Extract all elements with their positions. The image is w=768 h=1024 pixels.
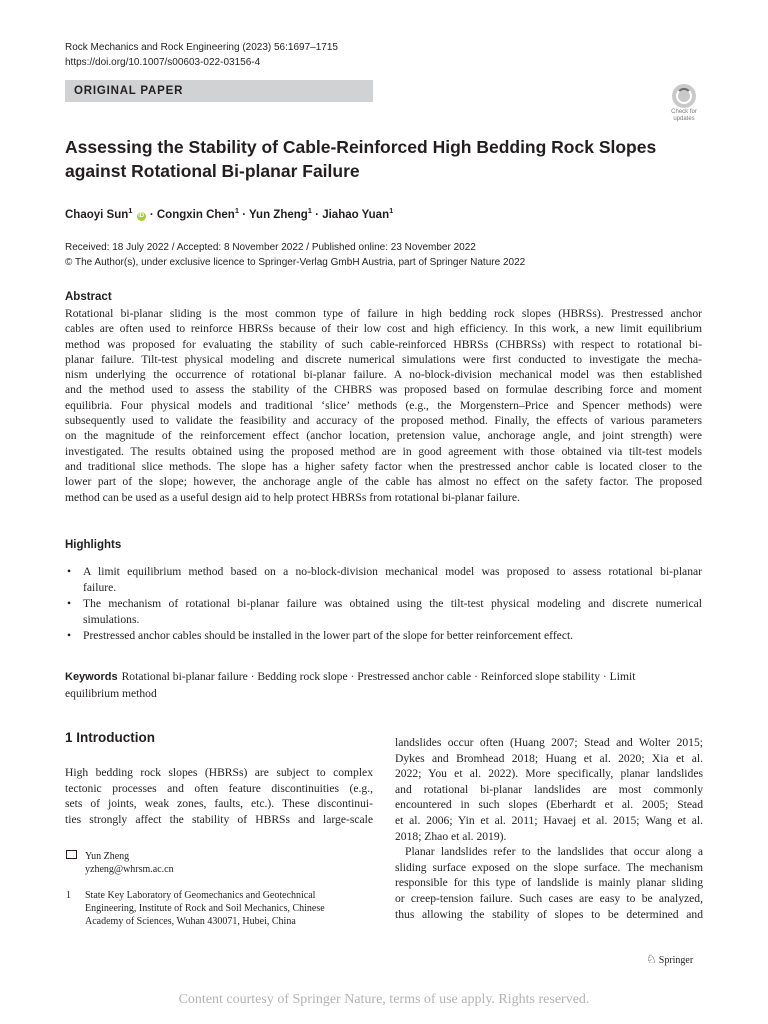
copyright-line: © The Author(s), under exclusive licence to Springer-Verlag GmbH Austria, part of Springer Nature 2022 [65,257,526,268]
keywords-text: Rotational bi-planar failure · Bedding rock slope · Prestressed anchor cable · Reinforced slope stability · Limit [121,670,636,683]
email-link[interactable]: yzheng@whrsm.ac.cn [85,864,174,875]
paper-type-bar: ORIGINAL PAPER [65,80,373,102]
affiliation: 1 State Key Laboratory of Geomechanics and Geotechnical Engineering, Institute of Rock and Soil Mechanics, Chinese Academy of Sciences, Wuhan 430071, Hubei, China [66,890,325,927]
bullet-icon: • [67,565,72,578]
springer-horse-icon: ♘ [646,952,657,966]
author-list: Chaoyi Sun$^1$ iD · Congxin Chen$^1$ · Yun Zheng$^1$ · Jiahao Yuan$^1$ [65,206,394,221]
bullet-icon: • [67,597,72,610]
body-column-left: High bedding rock slopes (HBRSs) are subject to complex tectonic processes and often feature discontinuities (e.g., sets of joints, weak zones, faults, etc.). These discontinui- ties strongly affect the stability of HBRSs and large-scale [65,766,373,826]
corresponding-author: Yun Zheng yzheng@whrsm.ac.cn [65,850,373,876]
abstract-heading: Abstract [65,291,112,303]
crossmark-badge[interactable]: Check for updates [662,84,706,124]
author-name[interactable]: Jiahao Yuan [322,208,390,221]
keywords-label: Keywords [65,671,118,683]
article-title: Assessing the Stability of Cable-Reinforced High Bedding Rock Slopes against Rotational Bi-planar Failure [65,137,657,181]
bullet-icon: • [67,629,72,642]
author-name[interactable]: Yun Zheng [249,208,308,221]
publication-dates [65,240,525,270]
highlights-list [65,564,702,645]
author-name[interactable]: Congxin Chen [156,208,235,221]
body-column-right: landslides occur often (Huang 2007; Stead and Wolter 2015; Dykes and Bromhead 2018; Huang et al. 2020; Xia et al. 2022; You et al. 2022). More specifically, planar landslides and rotational bi-planar landslides are most commonly encountered in such slopes (Eberhardt et al. 2005; Stead et al. 2006; Yin et al. 2011; Havaej et al. 2015; Wang et al. 2018; Zhao et al. 2019). Planar landslides refer to the landslides that occur along a sliding surface exposed on the slope surface. The mechanism responsible for this type of landslide is mainly planar sliding or creep-tension failure. Such cases are easy to be analyzed, thus allowing the stability of slopes to be determined and [395,736,703,921]
list-item: • Prestressed anchor cables should be installed in the lower part of the slope for better reinforcement effect. [67,629,574,642]
orcid-icon[interactable]: iD [138,212,145,219]
list-item: • A limit equilibrium method based on a no-block-division mechanical model was proposed to assess rotational bi-planar failure. [67,565,702,594]
envelope-icon [66,850,77,859]
courtesy-notice: Content courtesy of Springer Nature, terms of use apply. Rights reserved. [178,992,590,1007]
footnote [65,850,373,928]
section-heading-introduction: 1 Introduction [65,730,155,745]
abstract-body: Rotational bi-planar sliding is the most common type of failure in high bedding rock slopes (HBRSs). Prestressed anchor cables are often used to reinforce HBRSs because of their low cost and high efficiency. In this work, a new limit equilibrium method was proposed for evaluating the stability of such cable-reinforced HBRSs (CHBRSs) with respect to rotational bi- planar failure. Tilt-test physical modeling and discrete numerical simulations were first conducted to investigate the mecha- nism underlying the occurrence of rotational bi-planar failure. A no-block-division mechanical model was then established and the method used to assess the stability of the CHBRS was proposed based on formulae describing force and moment equilibria. Four physical models and traditional ‘slice’ methods (e.g., the Morgenstern–Price and Spencer methods) were subsequently used to validate the feasibility and accuracy of the proposed method. Finally, the effects of various parameters on the magnitude of the reinforcement effect (anchor location, pretension value, anchorage angle, and joint strength) were investigated. The results obtained using the proposed method are in good agreement with those obtained via tilt-test models and traditional slice methods. The slope has a higher safety factor when the prestressed anchor cable is located closer to the lower part of the slope; however, the anchorage angle of the cable has almost no effect on the safety factor. The proposed method can be used as a useful design aid to help protect HBRSs from rotational bi-planar failure. [65,307,702,504]
date-history: Received: 18 July 2022 / Accepted: 8 November 2022 / Published online: 23 November 2022 [65,242,476,253]
keywords-block: Keywords Rotational bi-planar failure · Bedding rock slope · Prestressed anchor cable · Reinforced slope stability · Limit equilibrium method [65,670,636,700]
list-item: • The mechanism of rotational bi-planar failure was obtained using the tilt-test physical modeling and discrete numerical simulations. [67,597,702,626]
journal-header [65,40,338,70]
doi-link[interactable]: https://doi.org/10.1007/s00603-022-03156-4 [65,57,261,68]
author-name[interactable]: Chaoyi Sun [65,208,129,221]
author-separator: · [146,208,157,221]
highlights-heading: Highlights [65,539,122,551]
publisher-logo: ♘ Springer [646,952,694,966]
journal-citation: Rock Mechanics and Rock Engineering (2023) 56:1697–1715 [65,42,338,53]
